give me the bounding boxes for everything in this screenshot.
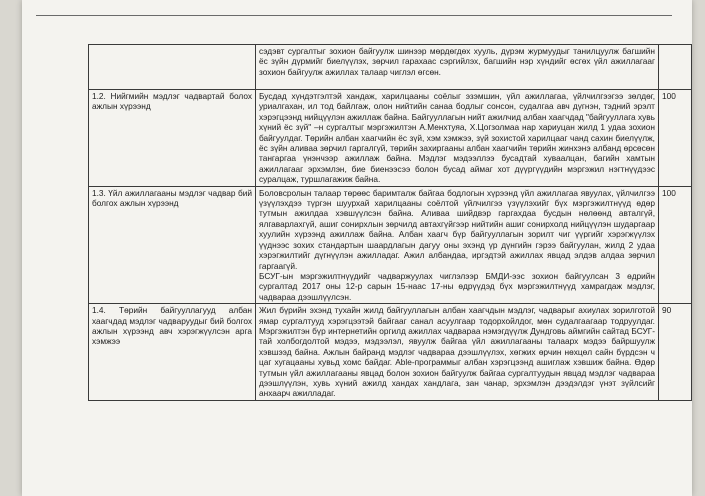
criterion-description: сэдэвт сургалтыг зохион байгуулж шинээр мөрдөгдөх хууль, дүрэм журмуудыг танилцуулж багшийн ёс зүйн дүрмийг биелүүлэх, зөрчил гарахаас сэргийлэх, багшийн нэр хүндийг өсгөх үйл ажиллагааг зохион байгуулж ажиллах талаар чиглэл өгсөн. <box>256 45 659 90</box>
score-cell <box>659 45 692 90</box>
criterion-title: 1.2. Нийгмийн мэдлэг чадвартай болох ажлын хүрээнд <box>89 90 256 187</box>
criterion-title <box>89 45 256 90</box>
criterion-title: 1.3. Үйл ажиллагааны мэдлэг чадвар бий болгох ажлын хүрээнд <box>89 186 256 303</box>
criterion-description: Бусдад хүндэтгэлтэй хандаж, харилцааны соёлыг эзэмшин, үйл ажиллагаа, үйлчилгээгээ зөлдөг, уриалгахан, ил тод байлгаж, олон нийтийн санаа бодлыг сонсон, судалгаа авч дүгнэн, тэдний эрэлт хэрэгцээнд нийцүүлэн ажиллаж байна. Байгууллагын нийт ажилчид албан хаагчдад "байгууллага хувь хүний ёс зүй" –н сургалтыг мэргэжилтэн А.Менхтуяа, Х.Цогзолмаа нар хариуцан жилд 1 удаа зохион байгуулдаг. Төрийн албан хаагчийн ёс зүй, хэм хэмжээ, зүй зохистой харилцааг чанд сахин биелүүлж, ёс зүйн аливаа зөрчил гаргалгүй, төрийн захиргааны албан хаагчийн төрийн жинхэнэ албанд өрсөсөн тангаргаа үнэнчээр ажиллаж байна. Мэдлэг мэдээллээ бусадтай хуваалцан, багийн хамтын ажиллагааг эрхэмлэн, бие биенээсээ болон бусад аймаг хот дүүргүүдийн мэргэжил нэгтнүүдээс суралцаж, туршлагажиж байна. <box>256 90 659 187</box>
table-row <box>89 304 692 401</box>
document-page <box>22 0 692 496</box>
criterion-title: 1.4. Төрийн байгууллагууд албан хаагчдад мэдлэг чадваруудыг бий болгох ажлын хүрээнд авч хэрэгжүүлсэн арга хэмжээ <box>89 304 256 401</box>
criterion-description: Боловсролын талаар төрөөс баримталж байгаа бодлогын хүрээнд үйл ажиллагаа явуулах, үйлчилгээ үзүүлэхдээ түргэн шуурхай харилцааны соёлтой үйлчилгээ үзүүлэхийг бүх мэргэжилтнүүд өдөр тутмын ажилдаа хэвшүүлсэн байна. Аливаа шийдвэр гаргахдаа бусдын нөлөөнд авталгүй, ялгаварлахгүй, ашиг сонирхлын зөрчилд автахгүйгээр нийтийн ашиг сонирхолд нийцүүлэн шударгаар хуулийн хүрээнд ажиллаж байна. Албан хаагч бүр байгууллагын зорилт чиг үүргийг хэрэгжүүлэх үүднээс зохих стандартын шаардлагын дагуу оны эхэнд үр дүнгийн гэрээ байгуулан, жилд 2 удаа хэрэгжилтийг дүгнүүлэн ажилладаг. Ажил албандаа, иргэдтэй ажиллах явцад элдэв алдаа зөрчил гаргаагүй. БСУГ-ын мэргэжилтнүүдийг чадваржуулах чиглэлээр БМДИ-ээс зохион байгуулсан 3 өдрийн сургалтад 2017 оны 12-р сарын 15-наас 17-ны өдрүүдэд бүх мэргэжилтнүүд хамрагдаж мэдлэг, чадвараа дээшлүүлсэн. <box>256 186 659 303</box>
top-rule <box>36 15 672 16</box>
score-cell: 90 <box>659 304 692 401</box>
table-row <box>89 90 692 187</box>
table-row <box>89 186 692 303</box>
score-cell: 100 <box>659 90 692 187</box>
score-cell: 100 <box>659 186 692 303</box>
table-row <box>89 45 692 90</box>
report-table <box>88 44 692 401</box>
criterion-description: Жил бүрийн эхэнд тухайн жилд байгууллагын албан хаагчдын мэдлэг, чадварыг ахиулах зорилготой ямар сургалтууд хэрэгцээтэй байгааг санал асуулгаар тодорхойлдог, мөн судалгаагаар тодруулдаг. Мэргэжилтэн бүр интернетийн оргилд ажиллах чадвараа нэмэгдүүлж Дундговь аймгийн сайтад БСУГ-тай холбогдолтой мэдээ, мэдээлэл, явуулж байгаа үйл ажиллагааны талаарх мэдээ байршуулж хэвшээд байна. Ажлын байранд мэдлэг чадвараа дээшлүүлэх, хөгжих өрчин нөхцөл сайн бүрдсэн ч цаг хугацааны хувьд хомс байдаг. Able-программыг албан хэрэгцээнд ашиглаж хэвшиж байна. Өдөр тутмын үйл ажиллагааны явцад болон зохион байгуулж байгаа сургалтуудын явцад мэдлэг чадвараа дээшлүүлэн, хувь хүний ажилд хандах хандлага, зан чанар, эрхэмлэн дээдэлдэг үнэт зүйлсийг анхаарч ажилладаг. <box>256 304 659 401</box>
